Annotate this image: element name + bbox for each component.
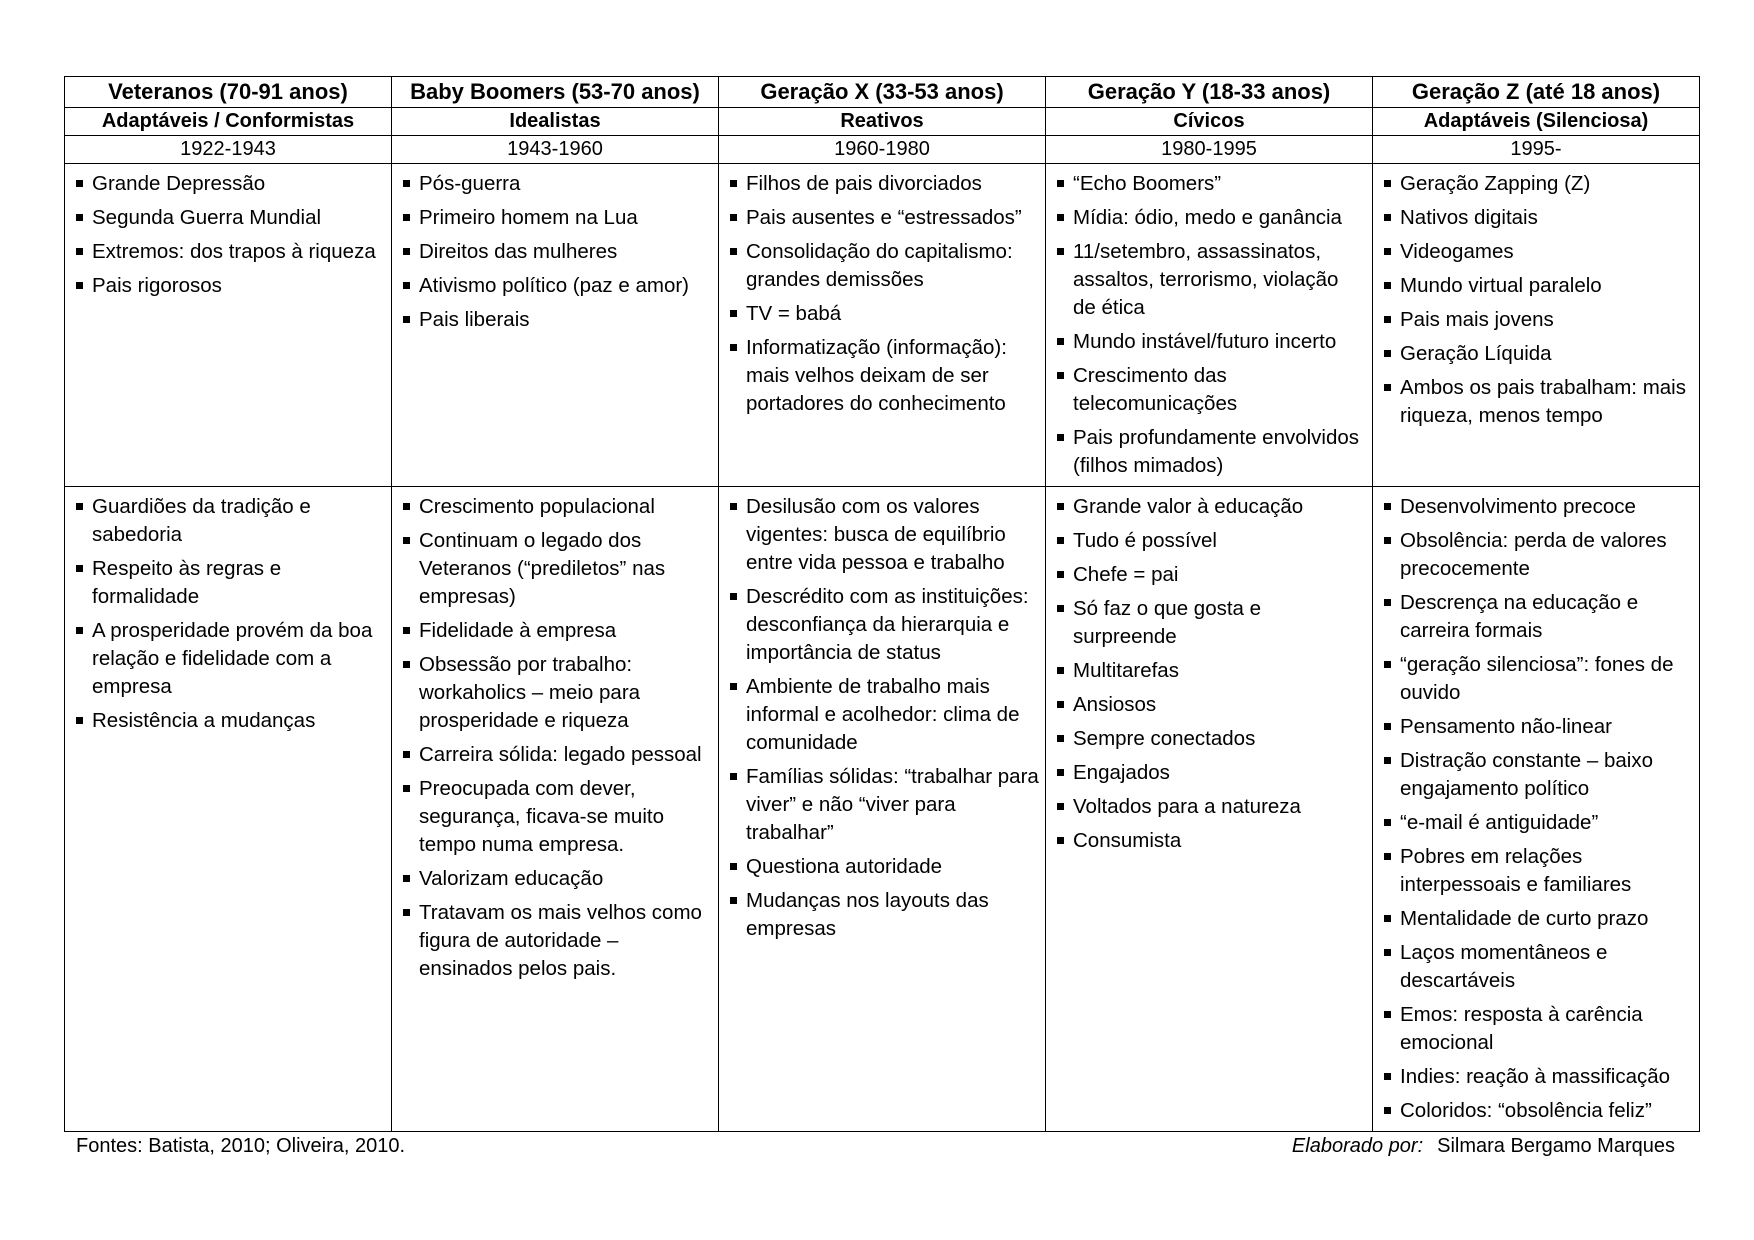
traits-cell-y: [1046, 487, 1373, 1132]
list-item: [1056, 759, 1366, 787]
generation-years-x: 1960-1980: [719, 136, 1046, 164]
bullet-square-icon: [76, 717, 83, 724]
list-item: [1383, 1001, 1693, 1057]
list-item: [1383, 272, 1693, 300]
list-item-text: Pais liberais: [419, 308, 530, 331]
bullet-square-icon: [730, 593, 737, 600]
list-item: [729, 300, 1039, 328]
list-item-text: Fidelidade à empresa: [419, 619, 617, 642]
list-item: [729, 853, 1039, 881]
bullet-square-icon: [403, 316, 410, 323]
list-item: [1383, 306, 1693, 334]
bullet-square-icon: [1384, 661, 1391, 668]
list-item: [75, 170, 385, 198]
bullet-square-icon: [403, 751, 410, 758]
list-item-text: Tudo é possível: [1073, 529, 1217, 552]
list-item: [402, 204, 712, 232]
list-item: [729, 170, 1039, 198]
list-item-text: Grande valor à educação: [1073, 495, 1304, 518]
list-item: [1383, 238, 1693, 266]
bullet-square-icon: [403, 785, 410, 792]
list-item: [402, 865, 712, 893]
generation-name-z: Geração Z (até 18 anos): [1373, 77, 1700, 108]
list-item-text: Direitos das mulheres: [419, 240, 618, 263]
list-item: [75, 555, 385, 611]
list-item: [402, 741, 712, 769]
list-item-text: Ambiente de trabalho mais informal e acolhedor: clima de comunidade: [746, 675, 1020, 754]
list-item-text: Desenvolvimento precoce: [1400, 495, 1636, 518]
list-item: [402, 651, 712, 735]
bullet-square-icon: [1384, 214, 1391, 221]
bullet-square-icon: [730, 180, 737, 187]
list-item-text: Distração constante – baixo engajamento político: [1400, 749, 1653, 800]
list-item: [402, 238, 712, 266]
list-item: [402, 899, 712, 983]
generation-type-x: Reativos: [719, 108, 1046, 136]
bullet-square-icon: [1384, 282, 1391, 289]
bullet-square-icon: [1057, 667, 1064, 674]
bullet-square-icon: [1384, 915, 1391, 922]
list-item: [402, 170, 712, 198]
list-item-text: Pais rigorosos: [92, 274, 222, 297]
list-item-text: Consumista: [1073, 829, 1182, 852]
bullet-square-icon: [730, 344, 737, 351]
list-item-text: Crescimento populacional: [419, 495, 655, 518]
bullet-square-icon: [1384, 949, 1391, 956]
context-list: [719, 164, 1045, 418]
bullet-square-icon: [76, 214, 83, 221]
traits-list: [719, 487, 1045, 943]
bullet-square-icon: [1384, 384, 1391, 391]
bullet-square-icon: [1384, 180, 1391, 187]
list-item: [729, 204, 1039, 232]
list-item: [402, 617, 712, 645]
list-item: [1383, 493, 1693, 521]
bullet-square-icon: [1057, 434, 1064, 441]
sources-note: Fontes: Batista, 2010; Oliveira, 2010.: [76, 1135, 406, 1157]
list-item: [1383, 651, 1693, 707]
bullet-square-icon: [403, 180, 410, 187]
list-item: [402, 272, 712, 300]
list-item-text: Obsessão por trabalho: workaholics – meio para prosperidade e riqueza: [419, 653, 641, 732]
bullet-square-icon: [1057, 338, 1064, 345]
list-item: [1056, 527, 1366, 555]
generation-years-baby-boomers: 1943-1960: [392, 136, 719, 164]
bullet-square-icon: [1057, 248, 1064, 255]
list-item-text: Geração Líquida: [1400, 342, 1552, 365]
list-item-text: Chefe = pai: [1073, 563, 1179, 586]
bullet-square-icon: [1384, 537, 1391, 544]
list-item-text: Pobres em relações interpessoais e familiares: [1400, 845, 1632, 896]
bullet-square-icon: [730, 773, 737, 780]
generation-years-y: 1980-1995: [1046, 136, 1373, 164]
list-item: [75, 617, 385, 701]
list-item-text: Ambos os pais trabalham: mais riqueza, menos tempo: [1400, 376, 1686, 427]
bullet-square-icon: [730, 503, 737, 510]
list-item-text: Ativismo político (paz e amor): [419, 274, 690, 297]
list-item: [729, 583, 1039, 667]
list-item-text: Mudanças nos layouts das empresas: [746, 889, 989, 940]
traits-list: [65, 487, 391, 735]
list-item-text: Famílias sólidas: “trabalhar para viver” e não “viver para trabalhar”: [746, 765, 1039, 844]
list-item-text: Descrença na educação e carreira formais: [1400, 591, 1639, 642]
list-item-text: Primeiro homem na Lua: [419, 206, 638, 229]
bullet-square-icon: [1057, 372, 1064, 379]
author-credit: [1292, 1133, 1675, 1159]
context-cell-veteranos: [65, 164, 392, 487]
bullet-square-icon: [1384, 819, 1391, 826]
bullet-square-icon: [1384, 248, 1391, 255]
bullet-square-icon: [730, 897, 737, 904]
list-item-text: A prosperidade provém da boa relação e fidelidade com a empresa: [92, 619, 373, 698]
list-item: [1383, 204, 1693, 232]
list-item: [1056, 362, 1366, 418]
bullet-square-icon: [76, 248, 83, 255]
list-item: [1383, 374, 1693, 430]
list-item-text: Tratavam os mais velhos como figura de autoridade – ensinados pelos pais.: [419, 901, 702, 980]
generation-years-row: [65, 136, 1700, 164]
list-item: [1383, 905, 1693, 933]
bullet-square-icon: [1384, 723, 1391, 730]
list-item-text: Obsolência: perda de valores precocemente: [1400, 529, 1667, 580]
bullet-square-icon: [403, 214, 410, 221]
list-item-text: Engajados: [1073, 761, 1170, 784]
list-item: [1383, 1063, 1693, 1091]
list-item-text: “e-mail é antiguidade”: [1400, 811, 1599, 834]
list-item-text: Coloridos: “obsolência feliz”: [1400, 1099, 1652, 1122]
list-item: [1383, 1097, 1693, 1125]
list-item-text: Mídia: ódio, medo e ganância: [1073, 206, 1342, 229]
bullet-square-icon: [1057, 571, 1064, 578]
list-item: [1056, 204, 1366, 232]
list-item: [729, 334, 1039, 418]
list-item: [1056, 170, 1366, 198]
generation-years-veteranos: 1922-1943: [65, 136, 392, 164]
context-list: [392, 164, 718, 334]
list-item: [75, 707, 385, 735]
generation-type-baby-boomers: Idealistas: [392, 108, 719, 136]
list-item: [1383, 809, 1693, 837]
list-item-text: Pensamento não-linear: [1400, 715, 1612, 738]
generation-name-baby-boomers: Baby Boomers (53-70 anos): [392, 77, 719, 108]
list-item: [729, 238, 1039, 294]
bullet-square-icon: [1057, 214, 1064, 221]
list-item-text: Emos: resposta à carência emocional: [1400, 1003, 1643, 1054]
generation-traits-row: [65, 487, 1700, 1132]
list-item: [75, 272, 385, 300]
list-item-text: Respeito às regras e formalidade: [92, 557, 282, 608]
list-item-text: Pais ausentes e “estressados”: [746, 206, 1022, 229]
generation-type-row: [65, 108, 1700, 136]
list-item-text: Pós-guerra: [419, 172, 521, 195]
bullet-square-icon: [76, 627, 83, 634]
bullet-square-icon: [1057, 837, 1064, 844]
list-item: [1383, 589, 1693, 645]
list-item: [75, 204, 385, 232]
traits-list: [1373, 487, 1699, 1125]
bullet-square-icon: [403, 248, 410, 255]
context-list: [1373, 164, 1699, 430]
bullet-square-icon: [1384, 757, 1391, 764]
bullet-square-icon: [730, 310, 737, 317]
list-item-text: Valorizam educação: [419, 867, 604, 890]
context-cell-y: [1046, 164, 1373, 487]
generation-name-y: Geração Y (18-33 anos): [1046, 77, 1373, 108]
list-item-text: Resistência a mudanças: [92, 709, 316, 732]
list-item-text: Indies: reação à massificação: [1400, 1065, 1671, 1088]
list-item: [1056, 691, 1366, 719]
bullet-square-icon: [730, 214, 737, 221]
bullet-square-icon: [1384, 1011, 1391, 1018]
list-item-text: Informatização (informação): mais velhos deixam de ser portadores do conhecimento: [746, 336, 1007, 415]
list-item-text: 11/setembro, assassinatos, assaltos, terrorismo, violação de ética: [1073, 240, 1339, 319]
list-item-text: “geração silenciosa”: fones de ouvido: [1400, 653, 1674, 704]
bullet-square-icon: [403, 661, 410, 668]
generations-table: [64, 76, 1700, 1132]
list-item: [75, 238, 385, 266]
list-item: [1056, 827, 1366, 855]
list-item: [402, 527, 712, 611]
bullet-square-icon: [1057, 803, 1064, 810]
author-label: Elaborado por:: [1291, 1135, 1424, 1157]
bullet-square-icon: [1384, 350, 1391, 357]
bullet-square-icon: [1057, 503, 1064, 510]
bullet-square-icon: [403, 627, 410, 634]
list-item-text: TV = babá: [746, 302, 842, 325]
generation-context-row: [65, 164, 1700, 487]
generation-name-row: [65, 77, 1700, 108]
traits-cell-baby-boomers: [392, 487, 719, 1132]
bullet-square-icon: [76, 282, 83, 289]
traits-list: [392, 487, 718, 983]
list-item: [1056, 328, 1366, 356]
context-list: [65, 164, 391, 300]
list-item-text: Sempre conectados: [1073, 727, 1256, 750]
bullet-square-icon: [1384, 1073, 1391, 1080]
bullet-square-icon: [730, 863, 737, 870]
list-item-text: Nativos digitais: [1400, 206, 1538, 229]
context-cell-x: [719, 164, 1046, 487]
author-name: Silmara Bergamo Marques: [1437, 1135, 1675, 1157]
list-item-text: Geração Zapping (Z): [1400, 172, 1591, 195]
bullet-square-icon: [403, 875, 410, 882]
bullet-square-icon: [730, 248, 737, 255]
bullet-square-icon: [1057, 605, 1064, 612]
list-item-text: Segunda Guerra Mundial: [92, 206, 322, 229]
bullet-square-icon: [1057, 735, 1064, 742]
list-item-text: Desilusão com os valores vigentes: busca de equilíbrio entre vida pessoa e trabalho: [746, 495, 1006, 574]
list-item: [1383, 340, 1693, 368]
traits-cell-x: [719, 487, 1046, 1132]
list-item-text: Extremos: dos trapos à riqueza: [92, 240, 376, 263]
list-item-text: Pais mais jovens: [1400, 308, 1554, 331]
list-item-text: Descrédito com as instituições: desconfiança da hierarquia e importância de status: [746, 585, 1029, 664]
bullet-square-icon: [1384, 853, 1391, 860]
traits-list: [1046, 487, 1372, 855]
list-item: [729, 673, 1039, 757]
list-item-text: Só faz o que gosta e surpreende: [1073, 597, 1262, 648]
bullet-square-icon: [1384, 1107, 1391, 1114]
list-item-text: Crescimento das telecomunicações: [1073, 364, 1238, 415]
list-item: [1056, 595, 1366, 651]
list-item-text: Carreira sólida: legado pessoal: [419, 743, 702, 766]
list-item: [1383, 747, 1693, 803]
bullet-square-icon: [76, 503, 83, 510]
list-item-text: Continuam o legado dos Veteranos (“prediletos” nas empresas): [419, 529, 666, 608]
bullet-square-icon: [403, 909, 410, 916]
list-item: [402, 775, 712, 859]
list-item-text: Consolidação do capitalismo: grandes demissões: [746, 240, 1013, 291]
list-item: [1056, 793, 1366, 821]
bullet-square-icon: [1384, 316, 1391, 323]
bullet-square-icon: [1057, 769, 1064, 776]
list-item-text: “Echo Boomers”: [1073, 172, 1222, 195]
list-item-text: Mundo instável/futuro incerto: [1073, 330, 1337, 353]
bullet-square-icon: [1384, 599, 1391, 606]
bullet-square-icon: [1384, 503, 1391, 510]
list-item-text: Pais profundamente envolvidos (filhos mimados): [1073, 426, 1360, 477]
list-item-text: Voltados para a natureza: [1073, 795, 1301, 818]
list-item: [1383, 170, 1693, 198]
context-cell-baby-boomers: [392, 164, 719, 487]
list-item: [1056, 725, 1366, 753]
context-cell-z: [1373, 164, 1700, 487]
list-item: [1383, 939, 1693, 995]
list-item: [75, 493, 385, 549]
bullet-square-icon: [1057, 537, 1064, 544]
list-item: [1056, 238, 1366, 322]
generation-name-x: Geração X (33-53 anos): [719, 77, 1046, 108]
generation-name-veteranos: Veteranos (70-91 anos): [65, 77, 392, 108]
generation-type-veteranos: Adaptáveis / Conformistas: [65, 108, 392, 136]
list-item-text: Questiona autoridade: [746, 855, 943, 878]
list-item-text: Ansiosos: [1073, 693, 1157, 716]
list-item: [402, 493, 712, 521]
list-item: [1056, 561, 1366, 589]
list-item: [1383, 843, 1693, 899]
list-item-text: Guardiões da tradição e sabedoria: [92, 495, 311, 546]
generation-type-y: Cívicos: [1046, 108, 1373, 136]
traits-cell-veteranos: [65, 487, 392, 1132]
list-item: [1056, 424, 1366, 480]
list-item-text: Mundo virtual paralelo: [1400, 274, 1602, 297]
bullet-square-icon: [76, 565, 83, 572]
list-item: [1383, 713, 1693, 741]
list-item: [402, 306, 712, 334]
bullet-square-icon: [1057, 701, 1064, 708]
bullet-square-icon: [1057, 180, 1064, 187]
list-item-text: Mentalidade de curto prazo: [1400, 907, 1649, 930]
bullet-square-icon: [76, 180, 83, 187]
list-item: [729, 493, 1039, 577]
context-list: [1046, 164, 1372, 480]
list-item-text: Preocupada com dever, segurança, ficava-se muito tempo numa empresa.: [419, 777, 664, 856]
bullet-square-icon: [403, 537, 410, 544]
list-item: [729, 887, 1039, 943]
list-item: [1056, 493, 1366, 521]
bullet-square-icon: [730, 683, 737, 690]
generation-years-z: 1995-: [1373, 136, 1700, 164]
traits-cell-z: [1373, 487, 1700, 1132]
list-item: [1383, 527, 1693, 583]
list-item-text: Videogames: [1400, 240, 1514, 263]
list-item-text: Multitarefas: [1073, 659, 1179, 682]
bullet-square-icon: [403, 282, 410, 289]
list-item-text: Filhos de pais divorciados: [746, 172, 982, 195]
list-item-text: Grande Depressão: [92, 172, 266, 195]
list-item: [1056, 657, 1366, 685]
list-item: [729, 763, 1039, 847]
bullet-square-icon: [403, 503, 410, 510]
generation-type-z: Adaptáveis (Silenciosa): [1373, 108, 1700, 136]
list-item-text: Laços momentâneos e descartáveis: [1400, 941, 1608, 992]
